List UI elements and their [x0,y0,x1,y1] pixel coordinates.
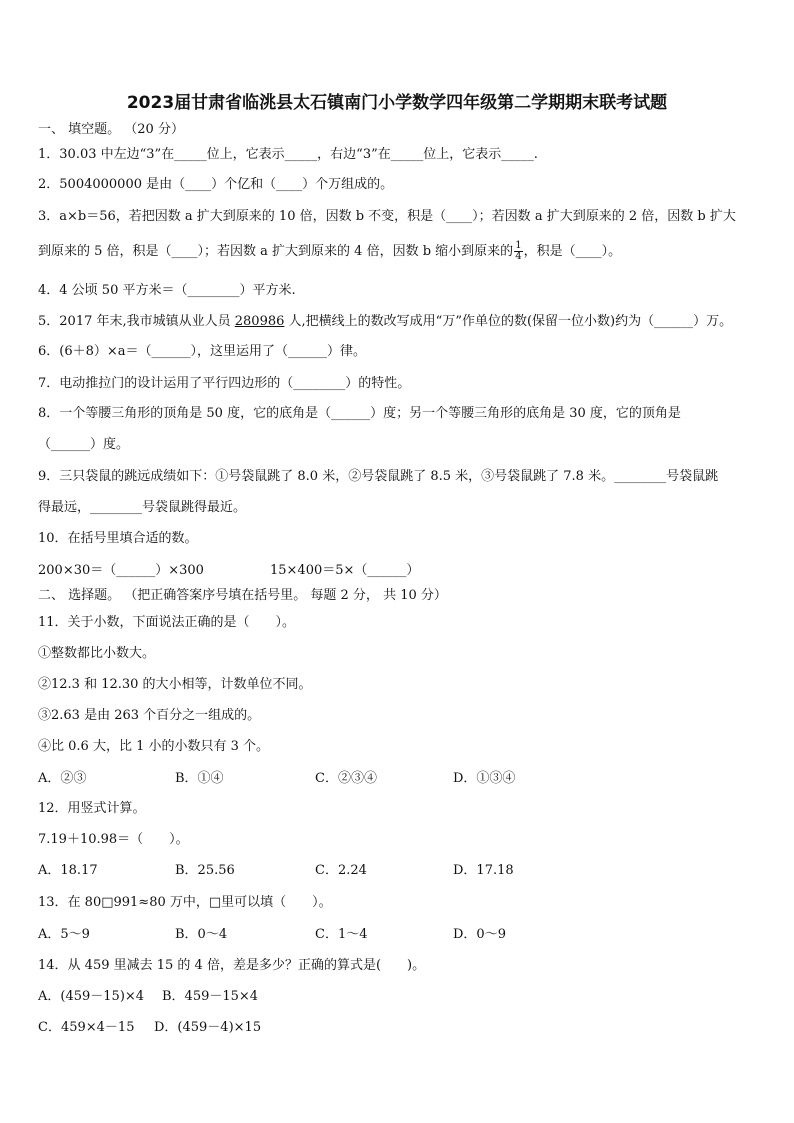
question-3-text-before-fraction: 到原来的 5 倍，积是（____）；若因数 a 扩大到原来的 4 倍，因数 b 缩小到原来的 [38,244,514,259]
question-10-part-b: 15×400＝5×（______） [270,563,420,578]
question-11: 11．关于小数，下面说法正确的是（ ）。 [38,615,296,630]
question-11-option-d: D．①③④ [453,771,516,786]
question-2: 2．5004000000 是由（____）个亿和（____）个万组成的。 [38,177,394,192]
fraction-denominator: 4 [515,251,522,262]
question-3-text-after-fraction: ，积是（____）。 [523,244,622,259]
question-12-option-a: A．18.17 [38,863,98,878]
question-13-option-d: D．0～9 [453,927,506,942]
exam-title: 2023届甘肃省临洮县太石镇南门小学数学四年级第二学期期末联考试题 [126,93,668,113]
section-heading-fill-blank: 一、 填空题。 （20 分） [38,122,184,137]
question-14-option-b: B．459－15×4 [162,989,259,1004]
question-14-option-c: C．459×4－15 [38,1020,135,1035]
question-13-option-a: A．5～9 [38,927,90,942]
question-11-option-c: C．②③④ [315,771,377,786]
question-14: 14．从 459 里减去 15 的 4 倍，差是多少？正确的算式是( )。 [38,958,426,973]
fraction-one-quarter [514,241,522,262]
question-12-expression: 7.19＋10.98＝（ ）。 [38,832,189,847]
question-12: 12．用竖式计算。 [38,801,146,816]
question-11-statement-3: ③2.63 是由 263 个百分之一组成的。 [38,708,261,723]
question-5-text-after: 人,把横线上的数改写成用“万”作单位的数(保留一位小数)约为（______）万。 [284,314,733,329]
question-5-text-before: 5．2017 年末,我市城镇从业人员 [38,314,235,329]
question-14-option-a: A．(459－15)×4 [38,989,145,1004]
underlined-number: 280986 [234,314,285,329]
question-11-statement-4: ④比 0.6 大，比 1 小的小数只有 3 个。 [38,739,270,754]
question-11-option-a: A．②③ [38,771,87,786]
question-9-line-2: 得最远，________号袋鼠跳得最近。 [38,500,247,515]
question-4: 4．4 公顷 50 平方米＝（________）平方米. [38,283,296,298]
question-13-option-c: C．1～4 [315,927,368,942]
question-11-statement-2: ②12.3 和 12.30 的大小相等，计数单位不同。 [38,677,312,692]
question-10: 10．在括号里填合适的数。 [38,531,198,546]
question-13: 13．在 80□991≈80 万中，□里可以填（ ）。 [38,895,332,910]
question-14-option-d: D．(459－4)×15 [154,1020,262,1035]
question-3-line-2 [38,241,768,262]
question-8-line-2: （______）度。 [38,437,130,452]
question-13-option-b: B．0～4 [175,927,228,942]
section-heading-multiple-choice: 二、 选择题。 （把正确答案序号填在括号里。 每题 2 分， 共 10 分） [38,588,447,603]
question-5 [38,313,768,331]
question-9-line-1: 9．三只袋鼠的跳远成绩如下：①号袋鼠跳了 8.0 米，②号袋鼠跳了 8.5 米，③号袋鼠跳了 7.8 米。________号袋鼠跳 [38,469,719,484]
question-10-part-a: 200×30＝（______）×300 [38,563,204,578]
question-11-statement-1: ①整数都比小数大。 [38,646,156,661]
fraction-numerator: 1 [515,240,522,251]
question-11-option-b: B．①④ [175,771,224,786]
question-8-line-1: 8．一个等腰三角形的顶角是 50 度，它的底角是（______）度；另一个等腰三角形的底角是 30 度，它的顶角是 [38,406,681,421]
question-3-line-1: 3．a×b＝56，若把因数 a 扩大到原来的 10 倍，因数 b 不变，积是（____）；若因数 a 扩大到原来的 2 倍，因数 b 扩大 [38,209,736,224]
question-12-option-c: C．2.24 [315,863,367,878]
question-1: 1．30.03 中左边“3”在_____位上，它表示_____，右边“3”在_____位上，它表示_____. [38,147,538,162]
question-6: 6．(6＋8）×a＝（______），这里运用了（______）律。 [38,344,367,359]
question-12-option-b: B．25.56 [175,863,235,878]
question-12-option-d: D．17.18 [453,863,514,878]
question-7: 7．电动推拉门的设计运用了平行四边形的（________）的特性。 [38,376,411,391]
